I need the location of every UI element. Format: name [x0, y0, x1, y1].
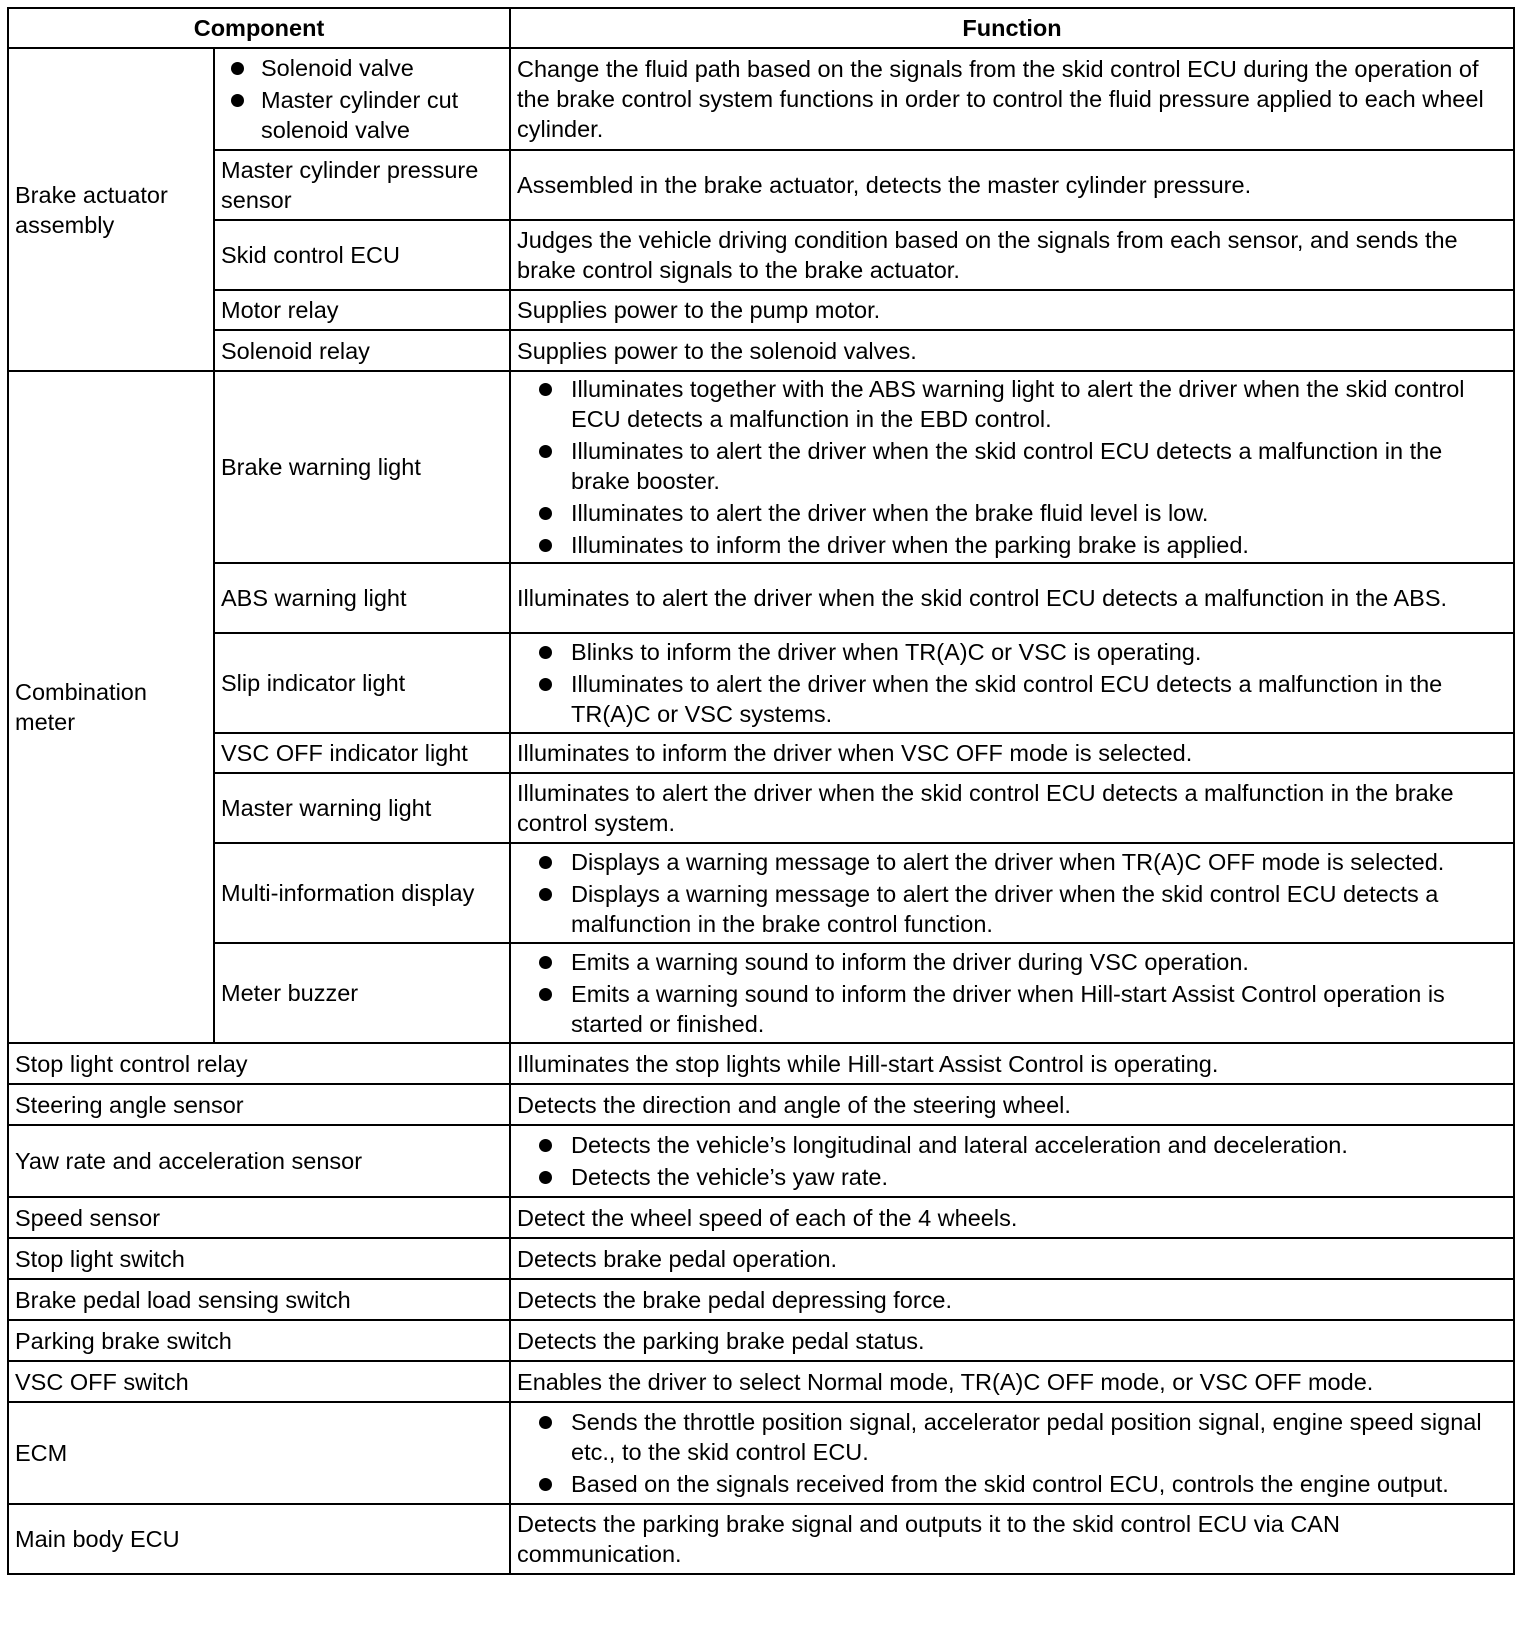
function-stop-light-relay: Illuminates the stop lights while Hill-start Assist Control is operating. [510, 1043, 1514, 1084]
component-vsc-off-switch: VSC OFF switch [8, 1361, 510, 1402]
table-row [8, 1197, 1514, 1238]
function-solenoid-valves: Change the fluid path based on the signals from the skid control ECU during the operation of the brake control system functions in order to control the fluid pressure applied to each wheel cylinder. [510, 48, 1514, 150]
component-pedal-load-switch: Brake pedal load sensing switch [8, 1279, 510, 1320]
list-item: Sends the throttle position signal, accelerator pedal position signal, engine speed signal etc., to the skid control ECU. [571, 1407, 1505, 1467]
component-multi-info: Multi-information display [214, 843, 510, 943]
component-slip-indicator: Slip indicator light [214, 633, 510, 733]
list-item: Illuminates together with the ABS warning light to alert the driver when the skid control ECU detects a malfunction in the EBD control. [571, 374, 1505, 434]
component-parking-switch: Parking brake switch [8, 1320, 510, 1361]
list-item: Master cylinder cut solenoid valve [261, 85, 503, 145]
component-function-table [7, 7, 1515, 1575]
list-item: Displays a warning message to alert the driver when the skid control ECU detects a malfunction in the brake control function. [571, 879, 1505, 939]
function-stop-light-switch: Detects brake pedal operation. [510, 1238, 1514, 1279]
table-row [8, 220, 1514, 290]
list-item: Displays a warning message to alert the driver when TR(A)C OFF mode is selected. [571, 847, 1505, 877]
table-row [8, 633, 1514, 733]
list-item: Illuminates to alert the driver when the skid control ECU detects a malfunction in the brake booster. [571, 436, 1505, 496]
component-brake-warning: Brake warning light [214, 371, 510, 563]
table-row [8, 1238, 1514, 1279]
component-solenoid-valves [214, 48, 510, 150]
header-row [8, 8, 1514, 48]
group-combination-meter: Combination meter [8, 371, 214, 1043]
function-vsc-off-indicator: Illuminates to inform the driver when VSC OFF mode is selected. [510, 733, 1514, 773]
function-yaw-sensor [510, 1125, 1514, 1197]
table-row [8, 1279, 1514, 1320]
component-stop-light-switch: Stop light switch [8, 1238, 510, 1279]
table-row [8, 1504, 1514, 1574]
component-meter-buzzer: Meter buzzer [214, 943, 510, 1043]
list-item: Emits a warning sound to inform the driver during VSC operation. [571, 947, 1505, 977]
bullet-list [517, 637, 1505, 729]
function-motor-relay: Supplies power to the pump motor. [510, 290, 1514, 330]
list-item: Based on the signals received from the skid control ECU, controls the engine output. [571, 1469, 1505, 1499]
function-slip-indicator [510, 633, 1514, 733]
bullet-list [517, 847, 1505, 939]
header-function: Function [510, 8, 1514, 48]
function-speed-sensor: Detect the wheel speed of each of the 4 wheels. [510, 1197, 1514, 1238]
list-item: Emits a warning sound to inform the driver when Hill-start Assist Control operation is started or finished. [571, 979, 1505, 1039]
function-multi-info [510, 843, 1514, 943]
table-row [8, 1402, 1514, 1504]
function-vsc-off-switch: Enables the driver to select Normal mode, TR(A)C OFF mode, or VSC OFF mode. [510, 1361, 1514, 1402]
table-row [8, 1320, 1514, 1361]
function-mc-pressure-sensor: Assembled in the brake actuator, detects the master cylinder pressure. [510, 150, 1514, 220]
component-steering-sensor: Steering angle sensor [8, 1084, 510, 1125]
function-meter-buzzer [510, 943, 1514, 1043]
component-motor-relay: Motor relay [214, 290, 510, 330]
function-parking-switch: Detects the parking brake pedal status. [510, 1320, 1514, 1361]
component-abs-warning: ABS warning light [214, 563, 510, 633]
list-item: Illuminates to alert the driver when the skid control ECU detects a malfunction in the TR(A)C or VSC systems. [571, 669, 1505, 729]
function-solenoid-relay: Supplies power to the solenoid valves. [510, 330, 1514, 371]
table-row [8, 371, 1514, 563]
table-row [8, 150, 1514, 220]
component-main-body-ecu: Main body ECU [8, 1504, 510, 1574]
function-main-body-ecu: Detects the parking brake signal and outputs it to the skid control ECU via CAN communication. [510, 1504, 1514, 1574]
table-row [8, 1084, 1514, 1125]
table-row [8, 1125, 1514, 1197]
bullet-list [517, 1407, 1505, 1499]
table-row [8, 733, 1514, 773]
component-skid-ecu: Skid control ECU [214, 220, 510, 290]
function-abs-warning: Illuminates to alert the driver when the skid control ECU detects a malfunction in the ABS. [510, 563, 1514, 633]
list-item: Illuminates to alert the driver when the brake fluid level is low. [571, 498, 1505, 528]
table-row [8, 773, 1514, 843]
bullet-list [517, 374, 1505, 560]
list-item: Blinks to inform the driver when TR(A)C or VSC is operating. [571, 637, 1505, 667]
list-item: Detects the vehicle’s longitudinal and lateral acceleration and deceleration. [571, 1130, 1505, 1160]
function-master-warning: Illuminates to alert the driver when the skid control ECU detects a malfunction in the brake control system. [510, 773, 1514, 843]
table-row [8, 563, 1514, 633]
function-steering-sensor: Detects the direction and angle of the steering wheel. [510, 1084, 1514, 1125]
component-vsc-off-indicator: VSC OFF indicator light [214, 733, 510, 773]
bullet-list [517, 1130, 1505, 1192]
group-brake-actuator: Brake actuator assembly [8, 48, 214, 371]
bullet-list [517, 947, 1505, 1039]
table-row [8, 290, 1514, 330]
table-row [8, 1043, 1514, 1084]
component-ecm: ECM [8, 1402, 510, 1504]
list-item: Detects the vehicle’s yaw rate. [571, 1162, 1505, 1192]
table-row [8, 843, 1514, 943]
table-row [8, 48, 1514, 150]
list-item: Solenoid valve [261, 53, 503, 83]
function-skid-ecu: Judges the vehicle driving condition based on the signals from each sensor, and sends the brake control signals to the brake actuator. [510, 220, 1514, 290]
table-row [8, 330, 1514, 371]
function-pedal-load-switch: Detects the brake pedal depressing force. [510, 1279, 1514, 1320]
header-component: Component [8, 8, 510, 48]
table-row [8, 943, 1514, 1043]
component-master-warning: Master warning light [214, 773, 510, 843]
component-solenoid-relay: Solenoid relay [214, 330, 510, 371]
list-item: Illuminates to inform the driver when the parking brake is applied. [571, 530, 1505, 560]
solenoid-valve-list [221, 53, 503, 145]
component-speed-sensor: Speed sensor [8, 1197, 510, 1238]
component-yaw-sensor: Yaw rate and acceleration sensor [8, 1125, 510, 1197]
function-brake-warning [510, 371, 1514, 563]
component-stop-light-relay: Stop light control relay [8, 1043, 510, 1084]
function-ecm [510, 1402, 1514, 1504]
component-mc-pressure-sensor: Master cylinder pressure sensor [214, 150, 510, 220]
table-row [8, 1361, 1514, 1402]
